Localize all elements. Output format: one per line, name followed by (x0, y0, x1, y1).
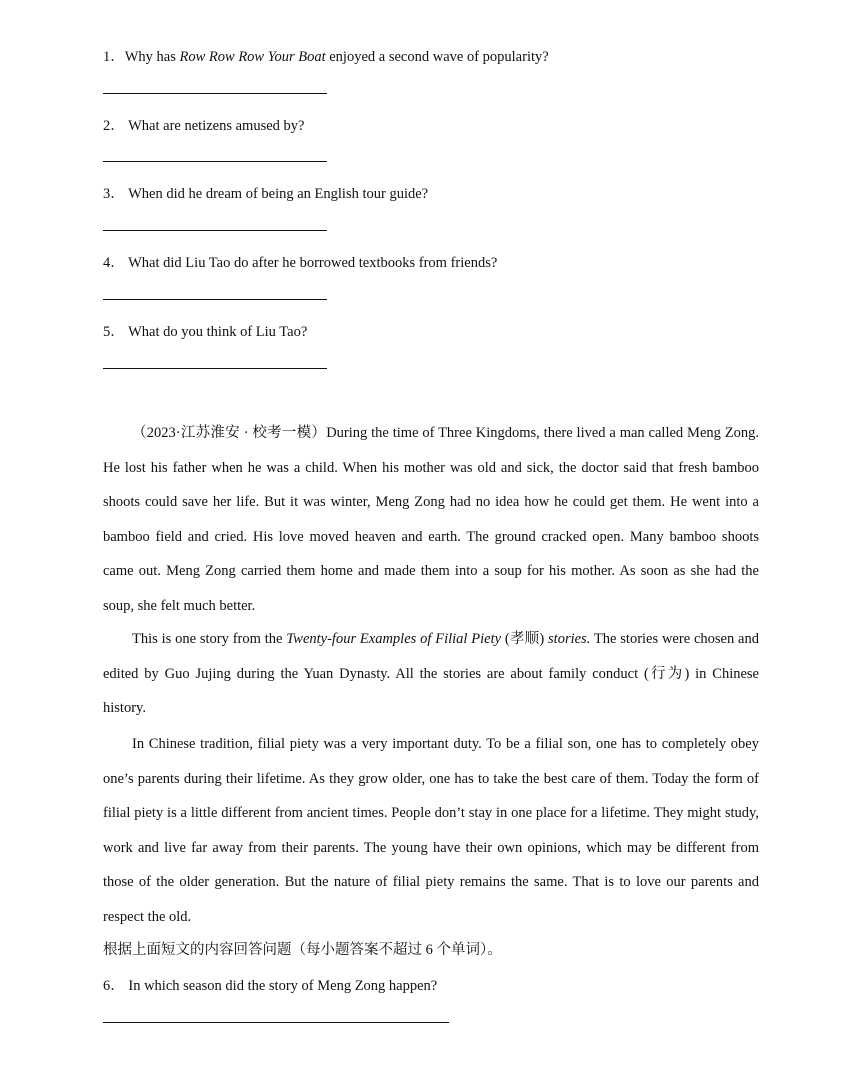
question-1 (103, 45, 549, 66)
paragraph-text: The stories were chosen and edited by Guo Jujing during the Yuan Dynasty. All the stories are about family conduct (行为) in Chinese history. (103, 631, 759, 716)
passage-paragraph-3 (103, 727, 759, 934)
question-number: 3． (103, 186, 125, 202)
answer-line-3[interactable] (103, 230, 327, 231)
question-text: What are netizens amused by? (128, 118, 305, 134)
question-6 (103, 974, 437, 995)
paragraph-text: This is one story from the (132, 631, 287, 647)
answer-line-4[interactable] (103, 299, 327, 300)
paragraph-text: In Chinese tradition, filial piety was a very important duty. To be a filial son, one has to completely obey one’s parents during their lifetime. As they grow older, one has to take the best care of them. Today the form of filial piety is a little different from ancient times. People don’t stay in one place for a lifetime. They might study, work and live far away from their parents. The young have their own opinions, which may be different from those of the older generation. But the nature of filial piety remains the same. That is to love our parents and respect the old. (103, 736, 759, 925)
passage-paragraph-2 (103, 622, 759, 726)
book-title: Twenty-four Examples of Filial Piety (286, 631, 502, 647)
question-5 (103, 320, 307, 341)
question-text: enjoyed a second wave of popularity? (325, 49, 549, 65)
answer-line-6[interactable] (103, 1022, 449, 1023)
question-text: When did he dream of being an English tour guide? (128, 186, 429, 202)
paragraph-text: During the time of Three Kingdoms, there lived a man called Meng Zong. He lost his father when he was a child. When his mother was old and sick, the doctor said that fresh bamboo shoots could save her life. But it was winter, Meng Zong had no idea how he could get them. He went into a bamboo field and cried. His love moved heaven and earth. The ground cracked open. Many bamboo shoots came out. Meng Zong carried them home and made them into a soup for his mother. As soon as she had the soup, she felt much better. (103, 425, 759, 614)
question-number: 6． (103, 978, 125, 994)
question-number: 5． (103, 324, 125, 340)
answer-line-2[interactable] (103, 161, 327, 162)
question-number: 4． (103, 255, 125, 271)
song-title: Row Row Row Your Boat (179, 49, 326, 65)
question-2 (103, 114, 304, 135)
passage-source: （2023·江苏淮安 · 校考一模） (132, 425, 327, 441)
answer-line-1[interactable] (103, 93, 327, 94)
instruction: 根据上面短文的内容回答问题（每小题答案不超过 6 个单词）。 (103, 942, 502, 958)
paragraph-text: (孝顺) (501, 631, 549, 647)
passage-paragraph-1 (103, 416, 759, 623)
question-text: Why has (124, 49, 180, 65)
question-3 (103, 182, 428, 203)
question-text: In which season did the story of Meng Zong happen? (128, 978, 438, 994)
question-4 (103, 251, 497, 272)
question-text: What did Liu Tao do after he borrowed textbooks from friends? (128, 255, 498, 271)
paragraph-text-italic: stories. (548, 631, 591, 647)
answer-line-5[interactable] (103, 368, 327, 369)
question-number: 1． (103, 49, 125, 65)
question-number: 2． (103, 118, 125, 134)
question-text: What do you think of Liu Tao? (128, 324, 308, 340)
